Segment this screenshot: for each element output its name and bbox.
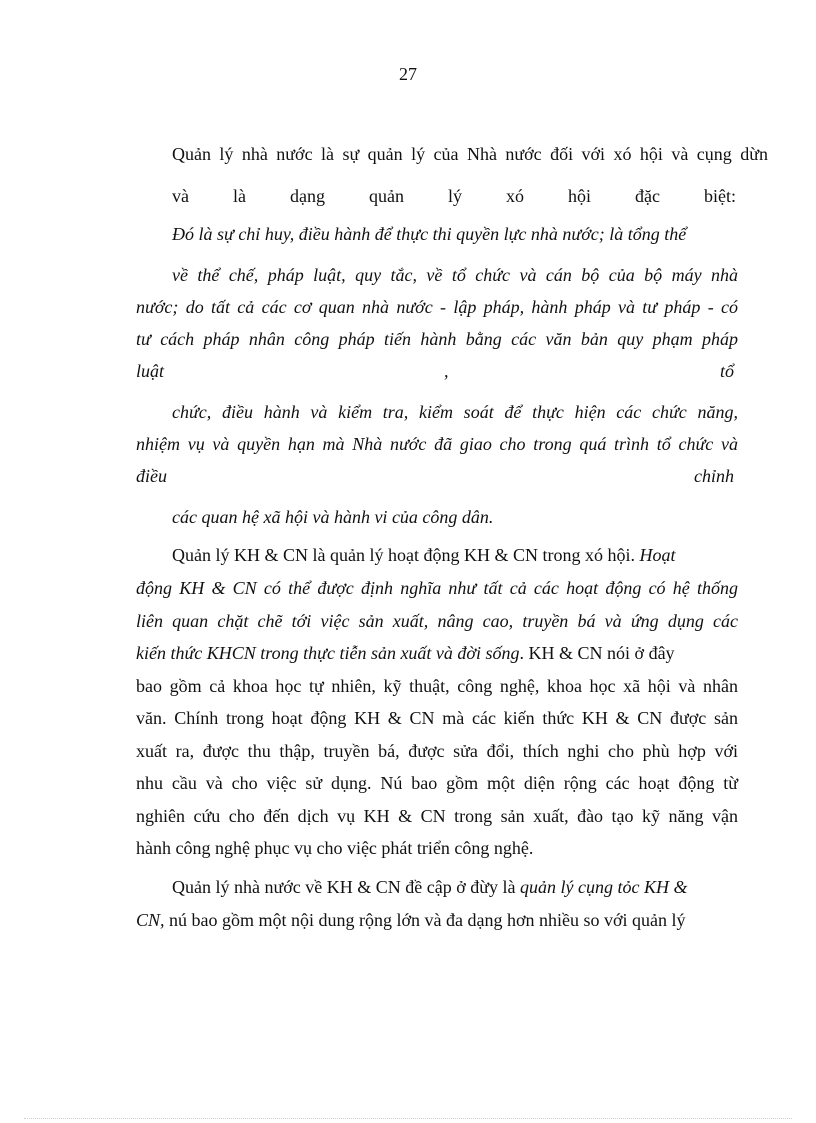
- text-line: chỉnh: [694, 466, 734, 486]
- text-line: tổ: [720, 361, 735, 381]
- text-line: bao gồm cả khoa học tự nhiên, kỹ thuật, công nghệ, khoa học xã hội và nhân: [136, 676, 738, 696]
- text-line: nghiên cứu cho đến dịch vụ KH & CN trong sản xuất, đào tạo kỹ năng vận: [136, 806, 738, 826]
- text-line: văn. Chính trong hoạt động KH & CN mà các kiến thức KH & CN được sản: [136, 708, 738, 728]
- text-line: điều: [136, 466, 167, 486]
- text-line: các quan hệ xã hội và hành vi của công dân.: [172, 507, 494, 527]
- text-line: nước; do tất cả các cơ quan nhà nước - lập pháp, hành pháp và tư pháp - có: [136, 297, 738, 317]
- page-bottom-divider: [24, 1118, 792, 1119]
- text-line: và là dạng quản lý xó hội đặc biệt:: [172, 186, 736, 206]
- text-line: kiến thức KHCN trong thực tiễn sản xuất và đời sống. KH & CN nói ở đây: [136, 643, 675, 663]
- text-line: CN, nú bao gồm một nội dung rộng lớn và đa dạng hơn nhiều so với quản lý: [136, 910, 686, 930]
- text-line: Quản lý nhà nước về KH & CN đề cập ở đừy là quản lý cụng tỏc KH &: [172, 877, 688, 897]
- text-line: ,: [444, 361, 449, 381]
- text-line: nhu cầu và cho việc sử dụng. Nú bao gồm một diện rộng các hoạt động từ: [136, 773, 738, 793]
- text-line: Đó là sự chỉ huy, điều hành để thực thi quyền lực nhà nước; là tổng thể: [172, 224, 687, 244]
- text-line: Quản lý KH & CN là quản lý hoạt động KH & CN trong xó hội. Hoạt: [172, 545, 676, 565]
- text-line: liên quan chặt chẽ tới việc sản xuất, nâng cao, truyền bá và ứng dụng các: [136, 611, 738, 631]
- text-line: nhiệm vụ và quyền hạn mà Nhà nước đã giao cho trong quá trình tổ chức và: [136, 434, 738, 454]
- text-line: chức, điều hành và kiểm tra, kiểm soát để thực hiện các chức năng,: [172, 402, 738, 422]
- text-line: về thể chế, pháp luật, quy tắc, về tổ chức và cán bộ của bộ máy nhà: [172, 265, 738, 285]
- page-number: 27: [399, 64, 417, 84]
- text-line: luật: [136, 361, 165, 381]
- text-line: tư cách pháp nhân công pháp tiến hành bằng các văn bản quy phạm pháp: [136, 329, 738, 349]
- text-line: xuất ra, được thu thập, truyền bá, được sửa đổi, thích nghi cho phù hợp với: [136, 741, 738, 761]
- text-line: động KH & CN có thể được định nghĩa như tất cả các hoạt động có hệ thống: [136, 578, 738, 598]
- text-line: hành công nghệ phục vụ cho việc phát triển công nghệ.: [136, 838, 534, 858]
- text-line: Quản lý nhà nước là sự quản lý của Nhà nước đối với xó hội và cụng dừn: [172, 144, 768, 164]
